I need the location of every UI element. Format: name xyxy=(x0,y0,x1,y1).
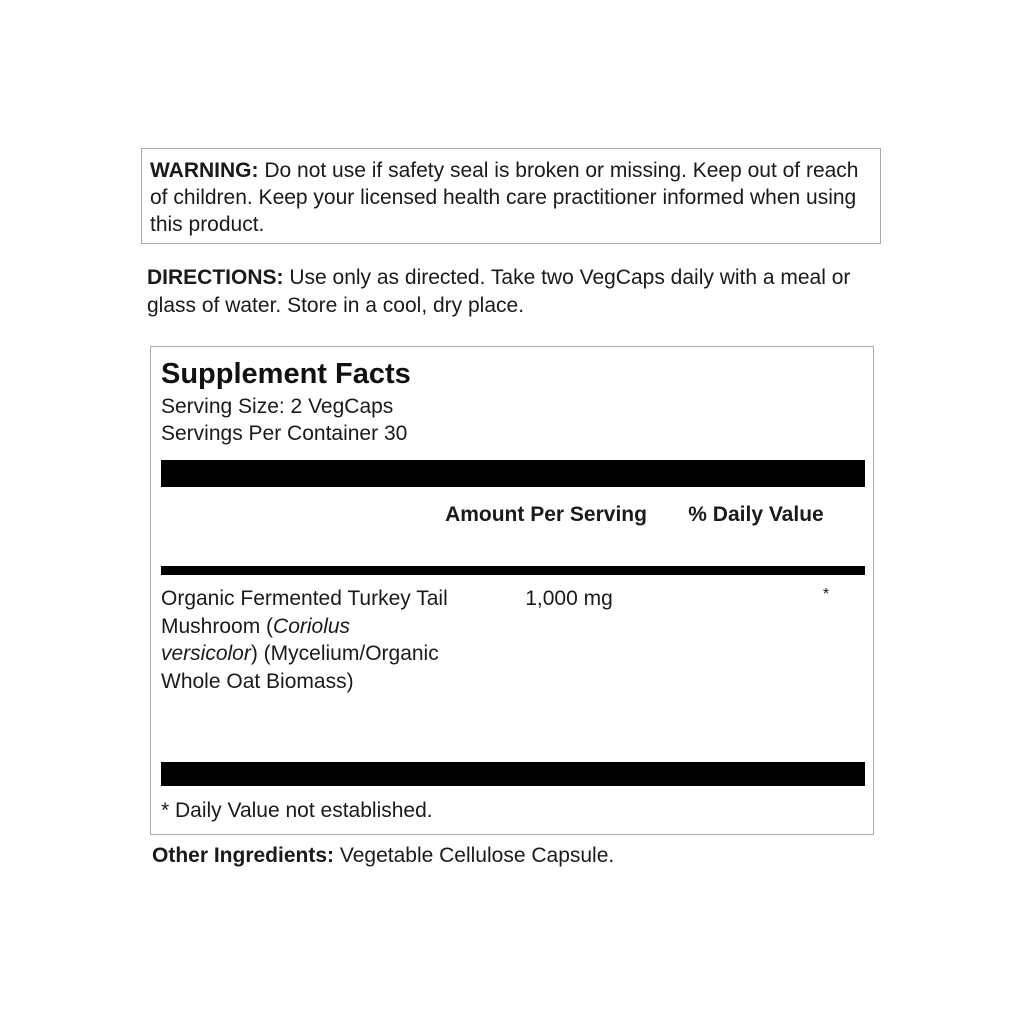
directions-label: DIRECTIONS: xyxy=(147,266,284,289)
header-daily-value: % Daily Value xyxy=(688,503,824,526)
other-ingredients xyxy=(152,842,892,870)
warning-label: WARNING: xyxy=(150,159,259,182)
ingredient-daily-value: * xyxy=(822,586,830,603)
ingredient-latin-name: Coriolus versicolor xyxy=(161,614,351,665)
directions xyxy=(147,264,887,320)
table-row xyxy=(151,585,873,755)
divider-bar-top xyxy=(161,460,865,487)
ingredient-name-part2: ) (Mycelium/Organic Whole Oat Biomass) xyxy=(161,642,439,693)
daily-value-footnote: * Daily Value not established. xyxy=(161,799,433,822)
header-amount-per-serving: Amount Per Serving xyxy=(445,503,647,526)
warning-box xyxy=(141,148,881,244)
servings-per-container: Servings Per Container 30 xyxy=(161,422,408,445)
ingredient-name xyxy=(161,585,451,695)
facts-title: Supplement Facts xyxy=(161,358,411,390)
ingredient-name-part1: Organic Fermented Turkey Tail Mushroom ( xyxy=(161,587,448,638)
serving-size: Serving Size: 2 VegCaps xyxy=(161,395,394,418)
directions-text: Use only as directed. Take two VegCaps daily with a meal or glass of water. Store in a cool, dry place. xyxy=(147,266,851,317)
divider-bar-header xyxy=(161,566,865,575)
supplement-facts-panel xyxy=(150,346,874,835)
warning-text: Do not use if safety seal is broken or missing. Keep out of reach of children. Keep your licensed health care practitioner informed when using this product. xyxy=(150,159,859,236)
divider-bar-bottom xyxy=(161,762,865,786)
other-ingredients-label: Other Ingredients: xyxy=(152,844,335,867)
other-ingredients-text: Vegetable Cellulose Capsule. xyxy=(339,844,615,867)
ingredient-amount: 1,000 mg xyxy=(525,587,613,610)
